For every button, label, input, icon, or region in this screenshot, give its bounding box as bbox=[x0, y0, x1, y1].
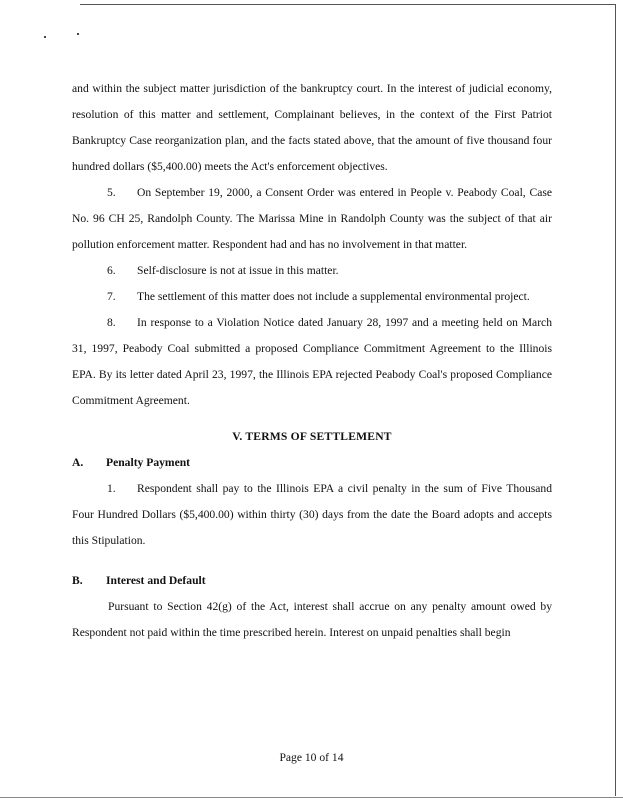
interest-paragraph: Pursuant to Section 42(g) of the Act, interest shall accrue on any penalty amount owed by Respondent not paid within the time prescribed herein. Interest on unpaid penalties shall begin bbox=[72, 600, 552, 639]
item-text: In response to a Violation Notice dated January 28, 1997 and a meeting held on March 31, 1997, Peabody Coal submitted a proposed Compliance Commitment Agreement to the Illinois EPA. By its letter dated April 23, 1997, the Illinois EPA rejected Peabody Coal's proposed Compliance Commitment Agreement. bbox=[72, 316, 552, 407]
document-body bbox=[72, 76, 552, 646]
subsection-b-heading bbox=[72, 568, 552, 594]
scan-speck bbox=[77, 33, 79, 35]
right-scan-edge bbox=[615, 4, 616, 796]
subsection-letter: B. bbox=[72, 574, 83, 587]
numbered-item-6 bbox=[72, 258, 552, 284]
numbered-item-8 bbox=[72, 310, 552, 414]
section-heading: V. TERMS OF SETTLEMENT bbox=[232, 430, 392, 443]
item-number: 8. bbox=[107, 316, 116, 329]
subsection-title: Interest and Default bbox=[106, 574, 206, 587]
item-text: Self-disclosure is not at issue in this matter. bbox=[137, 264, 339, 277]
page-number: Page 10 of 14 bbox=[279, 751, 344, 764]
numbered-item-5 bbox=[72, 180, 552, 258]
subsection-letter: A. bbox=[72, 456, 84, 469]
item-text: Respondent shall pay to the Illinois EPA a civil penalty in the sum of Five Thousand Four Hundred Dollars ($5,400.00) within thirty (30) days from the date the Board adopts and accepts this Stipulation. bbox=[72, 482, 552, 547]
subsection-a-heading bbox=[72, 450, 552, 476]
bottom-scan-edge bbox=[0, 797, 623, 798]
item-number: 6. bbox=[107, 264, 116, 277]
section-gap bbox=[72, 554, 552, 568]
numbered-item-7 bbox=[72, 284, 552, 310]
item-number: 1. bbox=[107, 482, 116, 495]
item-text: On September 19, 2000, a Consent Order was entered in People v. Peabody Coal, Case No. 96 CH 25, Randolph County. The Marissa Mine in Randolph County was the subject of that air pollution enforcement matter. Respondent had and has no involvement in that matter. bbox=[72, 186, 552, 251]
continuation-paragraph: and within the subject matter jurisdiction of the bankruptcy court. In the interest of judicial economy, resolution of this matter and settlement, Complainant believes, in the context of the First Patriot Bankruptcy Case reorganization plan, and the facts stated above, that the amount of five thousand four hundred dollars ($5,400.00) meets the Act's enforcement objectives. bbox=[72, 82, 552, 173]
item-number: 5. bbox=[107, 186, 116, 199]
penalty-item-1 bbox=[72, 476, 552, 554]
scan-speck bbox=[44, 36, 46, 38]
item-text: The settlement of this matter does not include a supplemental environmental project. bbox=[137, 290, 530, 303]
top-scan-edge bbox=[80, 4, 616, 5]
item-number: 7. bbox=[107, 290, 116, 303]
subsection-title: Penalty Payment bbox=[106, 456, 191, 469]
